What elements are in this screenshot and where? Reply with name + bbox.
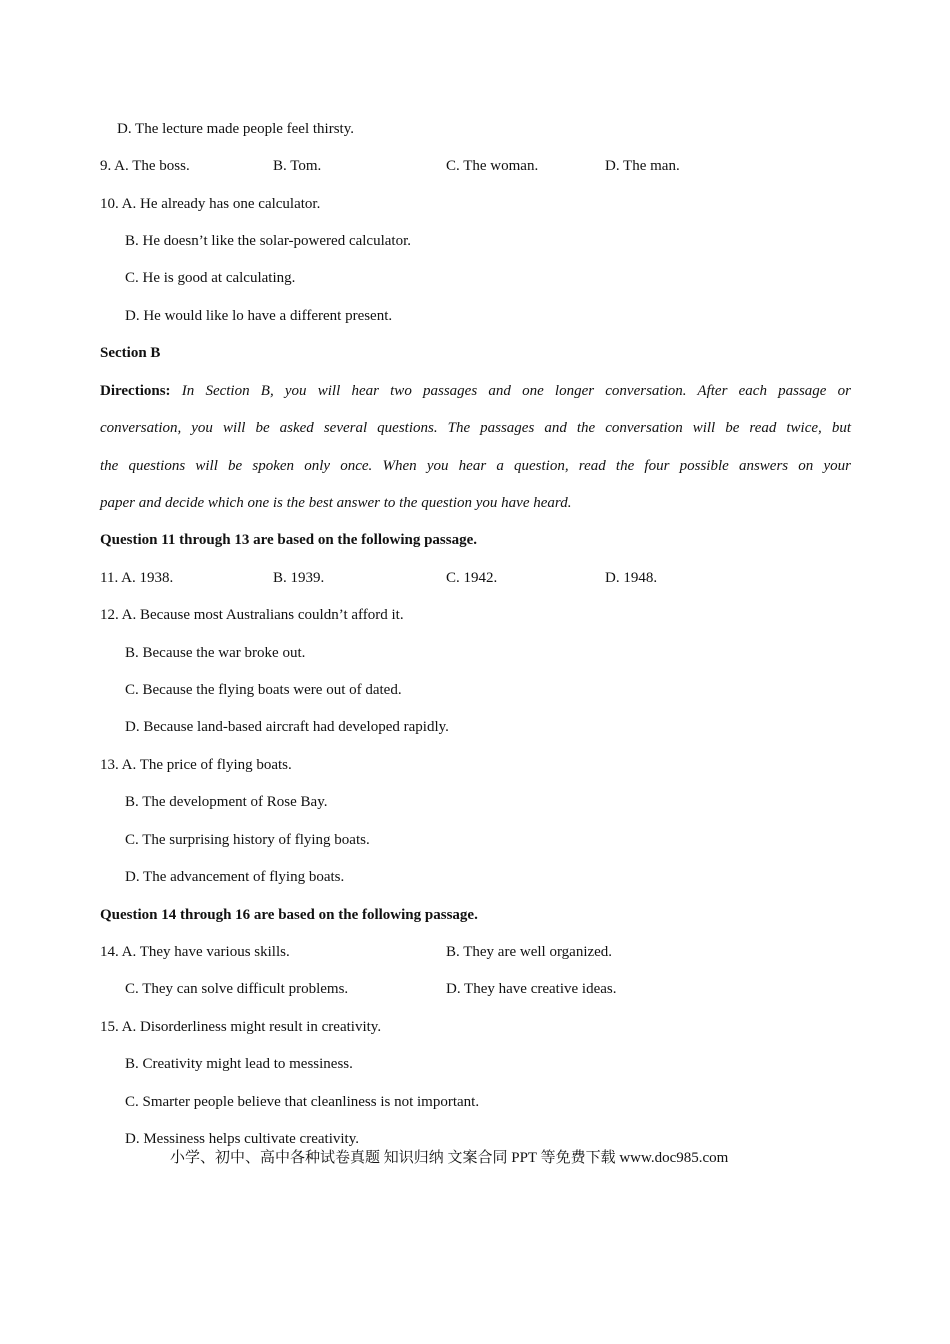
group-14-16-heading: Question 14 through 16 are based on the following passage.	[100, 907, 478, 923]
question-13-option-b: B. The development of Rose Bay.	[125, 794, 328, 810]
question-12-option-b: B. Because the war broke out.	[125, 645, 306, 661]
question-13-option-a: 13. A. The price of flying boats.	[100, 757, 292, 773]
question-11-option-d: D. 1948.	[605, 570, 658, 586]
page-footer: 小学、初中、高中各种试卷真题 知识归纳 文案合同 PPT 等免费下载 www.doc985.com	[170, 1150, 729, 1166]
question-12-option-c: C. Because the flying boats were out of dated.	[125, 682, 402, 698]
question-11-option-a: 11. A. 1938.	[100, 570, 174, 586]
question-9-option-a: 9. A. The boss.	[100, 158, 190, 174]
question-11-option-b: B. 1939.	[273, 570, 325, 586]
question-8-option-d: D. The lecture made people feel thirsty.	[117, 121, 354, 137]
question-11-option-c: C. 1942.	[446, 570, 498, 586]
question-10-option-b: B. He doesn’t like the solar-powered calculator.	[125, 233, 411, 249]
question-9-option-c: C. The woman.	[446, 158, 539, 174]
directions-line-3: the questions will be spoken only once. When you hear a question, read the four possible answers on your	[100, 458, 851, 474]
question-9-option-b: B. Tom.	[273, 158, 322, 174]
question-10-option-a: 10. A. He already has one calculator.	[100, 196, 321, 212]
question-15-option-d: D. Messiness helps cultivate creativity.	[125, 1131, 359, 1147]
group-11-13-heading: Question 11 through 13 are based on the following passage.	[100, 532, 477, 548]
directions-label: Directions:	[100, 383, 171, 399]
question-15-option-c: C. Smarter people believe that cleanliness is not important.	[125, 1094, 480, 1110]
directions-text-1: In Section B, you will hear two passages and one longer conversation. After each passage or	[181, 383, 852, 399]
question-9-option-d: D. The man.	[605, 158, 680, 174]
directions-line-4: paper and decide which one is the best answer to the question you have heard.	[100, 495, 572, 511]
question-12-option-d: D. Because land-based aircraft had developed rapidly.	[125, 719, 449, 735]
question-15-option-b: B. Creativity might lead to messiness.	[125, 1056, 353, 1072]
question-10-option-c: C. He is good at calculating.	[125, 270, 296, 286]
directions-line-1	[100, 381, 851, 401]
question-13-option-c: C. The surprising history of flying boats.	[125, 832, 370, 848]
question-12-option-a: 12. A. Because most Australians couldn’t afford it.	[100, 607, 404, 623]
question-14-option-c: C. They can solve difficult problems.	[125, 981, 349, 997]
question-14-option-a: 14. A. They have various skills.	[100, 944, 290, 960]
directions-line-2: conversation, you will be asked several questions. The passages and the conversation will be read twice, but	[100, 420, 851, 436]
question-14-option-d: D. They have creative ideas.	[446, 981, 617, 997]
section-b-heading: Section B	[100, 345, 161, 361]
question-13-option-d: D. The advancement of flying boats.	[125, 869, 345, 885]
question-10-option-d: D. He would like lo have a different present.	[125, 308, 393, 324]
question-15-option-a: 15. A. Disorderliness might result in creativity.	[100, 1019, 382, 1035]
question-14-option-b: B. They are well organized.	[446, 944, 613, 960]
